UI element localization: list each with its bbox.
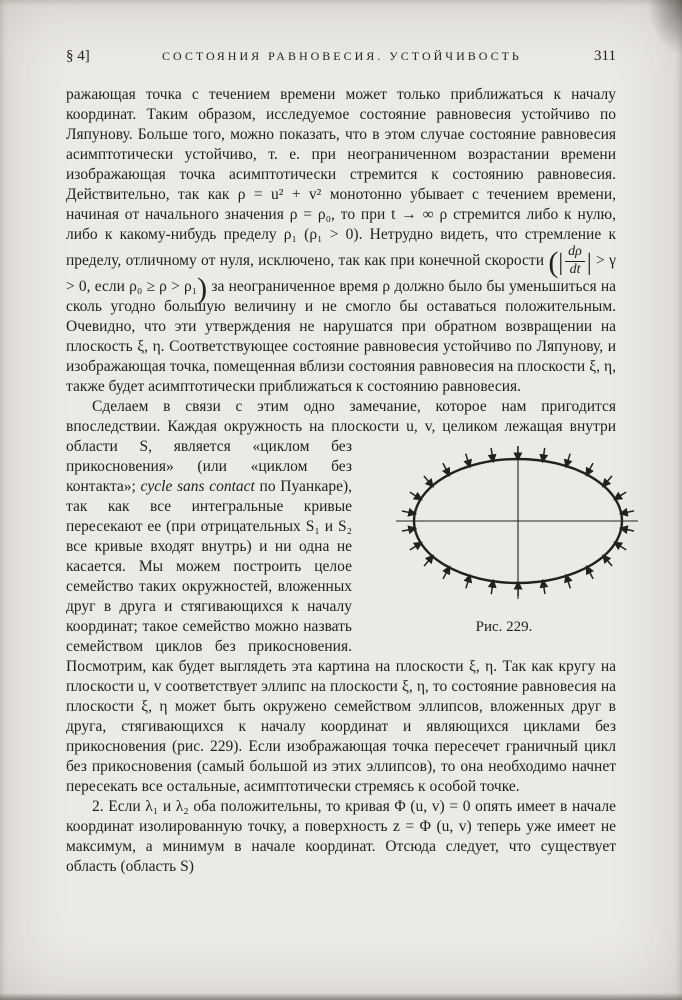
integral-curve-arrow	[402, 511, 416, 514]
scan-edge-shadow	[0, 993, 682, 1000]
figure-229	[366, 439, 616, 637]
integral-curve-arrow	[443, 567, 450, 579]
paragraph-1-text-end: за неограниченное время ρ должно было бы уменьшиться на сколь угодно большую величину и не смогло бы оставаться положительным. Очевидно, что эти утверждения не нарушатся при обратном возвращении на плоскость ξ, η. Соответствующее состояние равновесия устойчиво по Ляпунову, и изображающая точка, помещенная вблизи состояния равновесия на плоскости ξ, η, также будет асимптотически приближаться к состоянию равновесия.	[66, 278, 616, 396]
integral-curve-arrow	[424, 476, 433, 487]
integral-curve-arrow	[587, 567, 594, 579]
formula-condition: > γ > 0, если ρ₀ ≥ ρ > ρ₁	[66, 251, 616, 296]
paragraph-1	[66, 85, 616, 397]
formula-left-bar: |	[558, 249, 564, 276]
integral-curve-arrow	[410, 543, 422, 551]
integral-curve-arrow	[614, 543, 626, 551]
integral-curve-arrow	[466, 575, 470, 588]
integral-curve-arrow	[603, 556, 612, 567]
paragraph-3-text: 2. Если λ₁ и λ₂ оба положительны, то кривая Φ (u, v) = 0 опять имеет в начале координат изолированную точку, а поверхность z = Φ (u, v) теперь уже имеет не максимум, а минимум в начале координат. Отсюда следует, что существует область (область S)	[66, 798, 616, 876]
paragraph-2	[66, 397, 616, 797]
page-content	[66, 48, 616, 877]
running-title: СОСТОЯНИЯ РАВНОВЕСИЯ. УСТОЙЧИВОСТЬ	[162, 49, 522, 63]
paragraph-3	[66, 797, 616, 877]
integral-curve-arrow	[402, 529, 416, 532]
scan-smudge	[648, 0, 682, 54]
page-header	[66, 48, 616, 65]
formula-right-bar: |	[586, 249, 592, 276]
fraction	[563, 245, 587, 277]
integral-curve-arrow	[466, 454, 470, 467]
integral-curve-arrow	[603, 476, 612, 487]
integral-curve-arrow	[586, 463, 593, 475]
paragraph-1-text-start: ражающая точка с течением времени может только приближаться к началу координат. Таким образом, исследуемое состояние равновесия устойчиво по Ляпунову. Больше того, можно показать, что в этом случае состояние равновесия асимптотически устойчиво, т. е. при неограниченном возрастании времени изображающая точка асимптотически стремится к состоянию равновесия. Действительно, так как ρ = u² + v² монотонно убывает с течением времени, начиная от начального значения ρ = ρ₀, то при t → ∞ ρ стремится либо к нулю, либо к какому-нибудь пределу ρ₁ (ρ₁ > 0). Нетрудно видеть, что стремление к пределу, отличному от нуля, исключено, так как при конечной скорости	[66, 86, 616, 269]
integral-curve-arrow	[566, 575, 570, 588]
paragraph-2-text-mid1: внутри области S, является «циклом без прикосновения» (или «циклом без контакта»;	[66, 418, 616, 496]
fraction-numerator: dρ	[565, 245, 585, 262]
integral-curve-arrow	[410, 492, 422, 500]
page-number: 311	[594, 48, 616, 64]
paragraph-2-text-start: Сделаем в связи с этим одно замечание, которое нам пригодится впоследствии. Каждая окружность на плоскости u, v, целиком лежащая	[66, 398, 616, 436]
integral-curve-arrow	[424, 556, 433, 567]
integral-curve-arrow	[443, 463, 450, 475]
figure-229-ellipse-diagram	[392, 439, 642, 607]
fraction-denominator: dt	[569, 261, 581, 277]
integral-curve-arrow	[620, 511, 634, 514]
formula-open-paren: (	[548, 245, 559, 279]
integral-curve-arrow	[620, 529, 634, 532]
integral-curve-arrow	[614, 492, 626, 500]
paragraph-2-text-end: по Пуанкаре), так как все интегральные кривые пересекают ее (при отрицательных S₁ и S₂ все кривые входят внутрь) и ни одна не касается. Мы можем построить целое семейство таких окружностей, вложенных друг в друга и стягивающихся к началу координат; такое семейство можно назвать семейством циклов без прикосновения. Посмотрим, как будет выглядеть эта картина на плоскости ξ, η. Так как кругу на плоскости u, v соответствует эллипс на плоскости ξ, η, то состояние равновесия на плоскости ξ, η может быть окружено семейством эллипсов, вложенных друг в друга, стягивающихся к началу координат и являющихся циклами без прикосновения (рис. 229). Если изображающая точка пересечет граничный цикл без прикосновения (самый большой из этих эллипсов), то она необходимо начнет пересекать все остальные, асимптотически стремясь к особой точке.	[66, 478, 616, 796]
figure-caption: Рис. 229.	[475, 619, 533, 636]
formula-close-paren: )	[197, 272, 208, 306]
section-marker: § 4]	[66, 48, 90, 64]
paragraph-2-latin-term: cycle sans contact	[140, 478, 255, 496]
integral-curve-arrow	[566, 454, 570, 467]
